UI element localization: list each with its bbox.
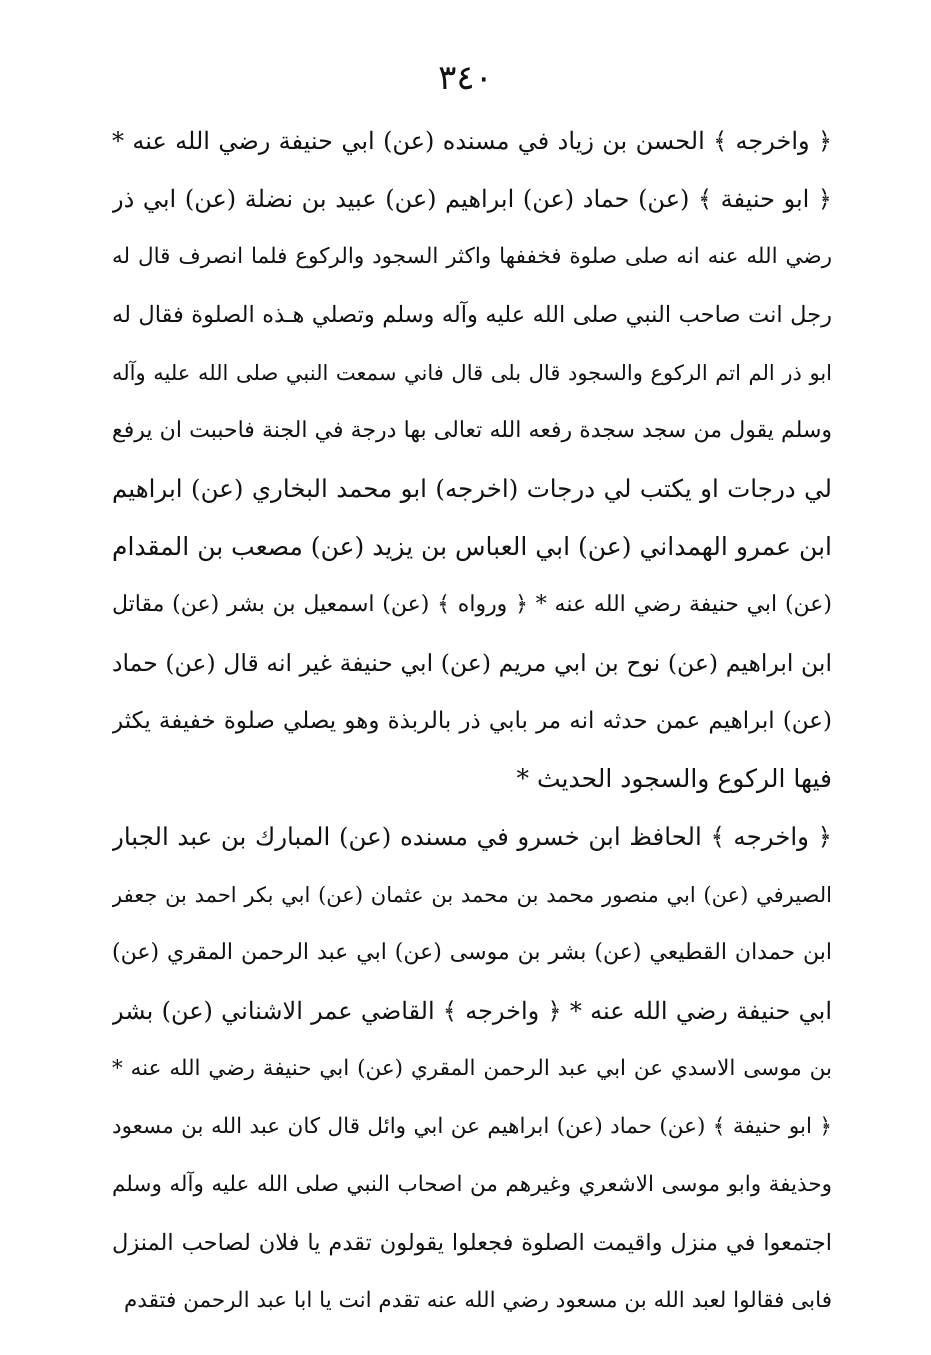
text-line: رضي الله عنه انه صلى صلوة فخففها واكثر السجود والركوع فلما انصرف قال له	[112, 244, 832, 269]
text-line: وحذيفة وابو موسى الاشعري وغيرهم من اصحاب النبي صلى الله عليه وآله وسلم	[112, 1172, 832, 1197]
text-line: ابن ابراهيم (عن) نوح بن ابي مريم (عن) ابي حنيفة غير انه قال (عن) حماد	[112, 649, 832, 677]
text-line: (عن) ابي حنيفة رضي الله عنه * ﴿ ورواه ﴾ (عن) اسمعيل بن بشر (عن) مقاتل	[112, 592, 832, 617]
text-line: ابن حمدان القطيعي (عن) بشر بن موسى (عن) ابي عبد الرحمن المقري (عن)	[112, 940, 832, 965]
text-line: ابي حنيفة رضي الله عنه * ﴿ واخرجه ﴾ القاضي عمر الاشناني (عن) بشر	[112, 997, 832, 1025]
text-line: ﴿ واخرجه ﴾ الحافظ ابن خسرو في مسنده (عن) المبارك بن عبد الجبار	[112, 822, 832, 851]
text-line: الصيرفي (عن) ابي منصور محمد بن محمد بن عثمان (عن) ابي بكر احمد بن جعفر	[112, 883, 832, 907]
text-line: وسلم يقول من سجد سجدة رفعه الله تعالى بها درجة في الجنة فاحببت ان يرفع	[112, 418, 832, 443]
body-text	[112, 112, 832, 1330]
text-line: فيها الركوع والسجود الحديث *	[516, 764, 832, 793]
text-line: لي درجات او يكتب لي درجات (اخرجه) ابو محمد البخاري (عن) ابراهيم	[112, 474, 832, 503]
text-line: اجتمعوا في منزل واقيمت الصلوة فجعلوا يقولون تقدم يا فلان لصاحب المنزل	[112, 1230, 832, 1256]
page-number: ٣٤٠	[438, 58, 493, 98]
text-line: رجل انت صاحب النبي صلى الله عليه وآله وسلم وتصلي هـذه الصلوة فقال له	[112, 302, 832, 328]
text-line: ابو ذر الم اتم الركوع والسجود قال بلى قال فاني سمعت النبي صلى الله عليه وآله	[112, 361, 832, 385]
text-line: ﴿ ابو حنيفة ﴾ (عن) حماد (عن) ابراهيم (عن) عبيد بن نضلة (عن) ابي ذر	[112, 185, 832, 213]
text-line: ابن عمرو الهمداني (عن) ابي العباس بن يزيد (عن) مصعب بن المقدام	[112, 532, 832, 561]
text-line: ﴿ ابو حنيفة ﴾ (عن) حماد (عن) ابراهيم عن ابي وائل قال كان عبد الله بن مسعود	[112, 1114, 832, 1139]
text-line: بن موسى الاسدي عن ابي عبد الرحمن المقري (عن) ابي حنيفة رضي الله عنه *	[112, 1056, 832, 1081]
text-line: ﴿ واخرجه ﴾ الحسن بن زياد في مسنده (عن) ابي حنيفة رضي الله عنه *	[112, 127, 832, 155]
text-line: (عن) ابراهيم عمن حدثه انه مر بابي ذر بالربذة وهو يصلي صلوة خفيفة يكثر	[112, 708, 832, 734]
text-line: فابى فقالوا لعبد الله بن مسعود رضي الله عنه تقدم انت يا ابا عبد الرحمن فتقدم	[124, 1288, 832, 1313]
